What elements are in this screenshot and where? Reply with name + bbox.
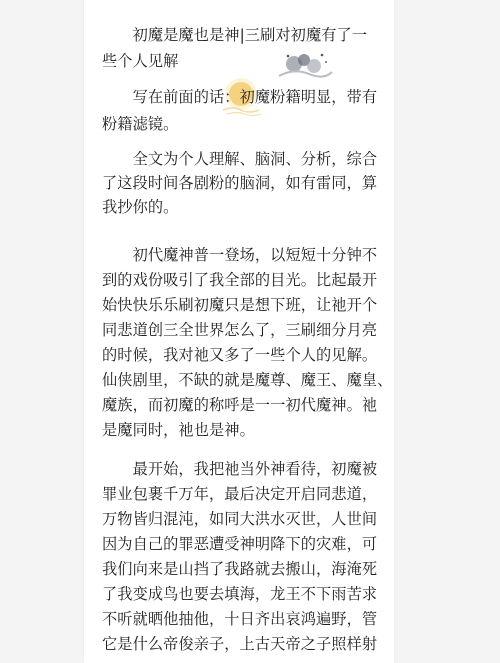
text-line: 的时候，我对祂又多了一些个人的见解。 xyxy=(102,346,378,364)
text-line: 了我变成鸟也要去填海，龙王不下雨苦求 xyxy=(102,585,378,603)
text-line: 始快快乐乐刷初魔只是想下班，让祂开个 xyxy=(102,296,378,314)
text-line: 粉籍滤镜。 xyxy=(102,115,179,133)
text-line: 全文为个人理解、脑洞、分析，综合 xyxy=(102,150,378,168)
text-line: 是魔同时，祂也是神。 xyxy=(102,421,255,439)
text-line: 些个人见解 xyxy=(102,52,179,70)
text-line: 因为自己的罪恶遭受神明降下的灾难，可 xyxy=(102,535,378,553)
text-line: 到的戏份吸引了我全部的目光。比起最开 xyxy=(102,271,378,289)
text-line: 它是什么帝俊亲子，上古天帝之子照样射 xyxy=(102,635,378,653)
text-line: 罪业包裹千万年，最后决定开启同悲道， xyxy=(102,485,378,503)
text-line: 我们向来是山挡了我路就去搬山，海淹死 xyxy=(102,560,378,578)
text-line: 万物皆归混沌，如同大洪水灭世，人世间 xyxy=(102,510,378,528)
text-line: 初魔是魔也是神|三刷对初魔有了一 xyxy=(102,26,368,44)
text-line: 我抄你的。 xyxy=(102,198,179,216)
document-page xyxy=(84,0,394,663)
text-line: 最开始，我把祂当外神看待，初魔被 xyxy=(102,460,378,478)
text-line: 初代魔神普一登场，以短短十分钟不 xyxy=(102,246,378,264)
ink-landscape-sticker xyxy=(274,46,334,86)
text-line: 不听就晒他抽他，十日齐出哀鸿遍野，管 xyxy=(102,610,378,628)
text-line: 魔族，而初魔的称呼是一一初代魔神。祂 xyxy=(102,396,378,414)
text-line: 仙侠剧里，不缺的就是魔尊、魔王、魔皇、 xyxy=(102,371,393,389)
text-line: 写在前面的话：初魔粉籍明显，带有 xyxy=(102,88,378,106)
text-line: 同悲道创三全世界怎么了，三刷细分月亮 xyxy=(102,321,378,339)
text-line: 了这段时间各剧粉的脑洞，如有雷同，算 xyxy=(102,174,378,192)
